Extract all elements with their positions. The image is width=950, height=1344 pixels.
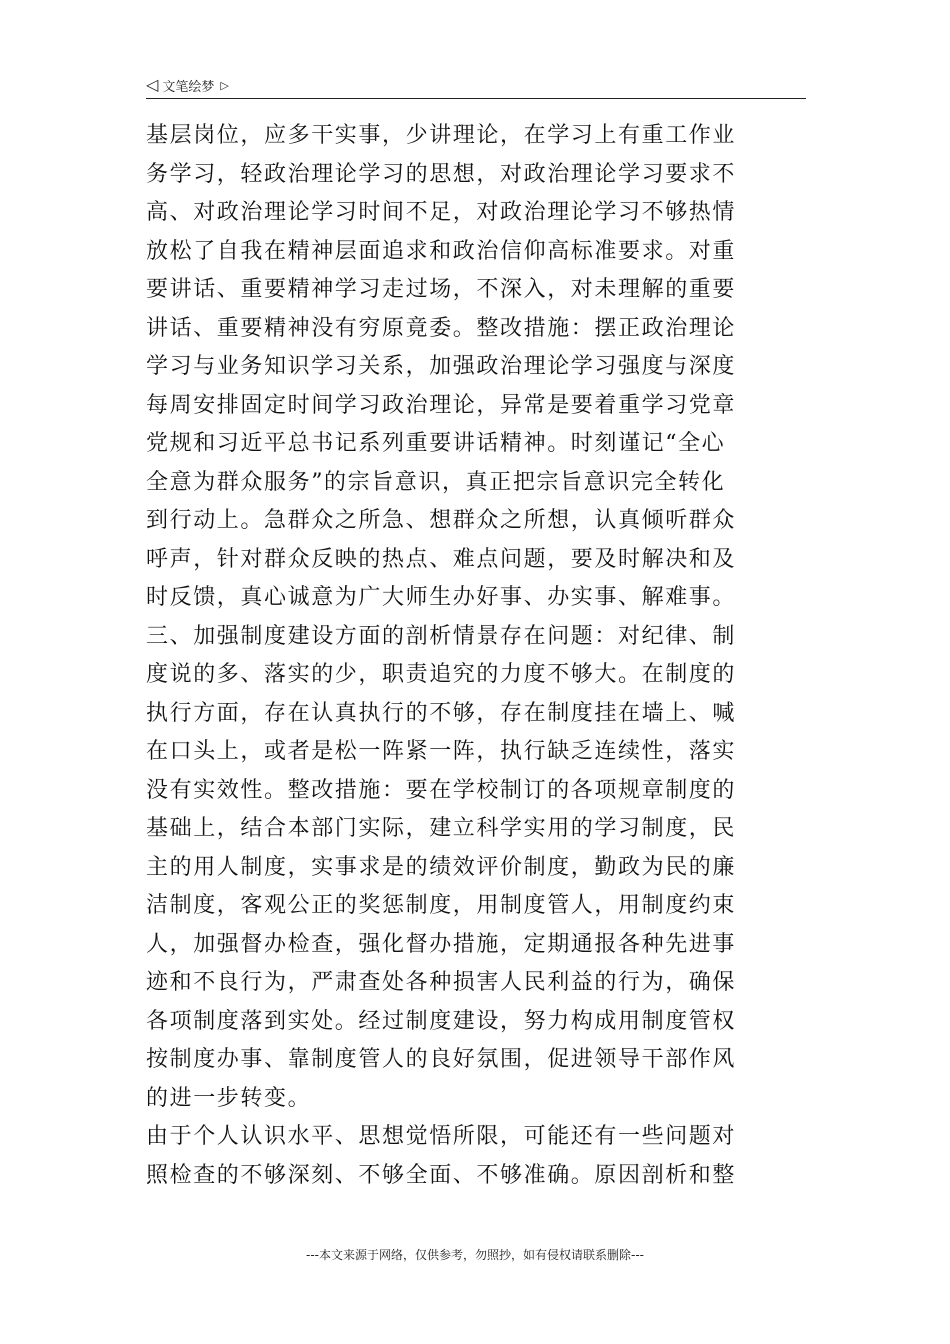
body-line: 讲话、重要精神没有穷原竟委。整改措施：摆正政治理论	[146, 315, 737, 341]
body-line: 三、加强制度建设方面的剖析情景存在问题：对纪律、制	[146, 623, 737, 649]
body-line: 迹和不良行为，严肃查处各种损害人民利益的行为，确保	[146, 970, 737, 995]
body-line: 放松了自我在精神层面追求和政治信仰高标准要求。对重	[146, 238, 737, 264]
body-line: 学习与业务知识学习关系，加强政治理论学习强度与深度	[146, 354, 737, 379]
right-triangle-icon: ▷	[220, 78, 229, 92]
body-line: 洁制度，客观公正的奖惩制度，用制度管人，用制度约束	[146, 893, 737, 918]
document-body	[146, 117, 806, 1195]
body-line: 基础上，结合本部门实际，建立科学实用的学习制度，民	[146, 816, 737, 841]
page-footer: ---本文来源于网络，仅供参考，勿照抄，如有侵权请联系删除---	[306, 1248, 644, 1262]
page-header	[146, 74, 806, 96]
body-line: 各项制度落到实处。经过制度建设，努力构成用制度管权	[146, 1008, 737, 1034]
body-line: 每周安排固定时间学习政治理论，异常是要着重学习党章	[146, 392, 737, 418]
body-line: 的进一步转变。	[146, 1085, 312, 1111]
body-line: 照检查的不够深刻、不够全面、不够准确。原因剖析和整	[146, 1162, 737, 1188]
body-line: 人，加强督办检查，强化督办措施，定期通报各种先进事	[146, 931, 737, 957]
body-line: 由于个人认识水平、思想觉悟所限，可能还有一些问题对	[146, 1124, 737, 1149]
body-line: 到行动上。急群众之所急、想群众之所想，认真倾听群众	[146, 508, 737, 533]
body-line: 务学习，轻政治理论学习的思想，对政治理论学习要求不	[146, 161, 737, 187]
body-line: 基层岗位，应多干实事，少讲理论，在学习上有重工作业	[146, 123, 737, 148]
body-line: 没有实效性。整改措施：要在学校制订的各项规章制度的	[146, 777, 737, 803]
body-line: 时反馈，真心诚意为广大师生办好事、办实事、解难事。	[146, 585, 737, 610]
body-line: 要讲话、重要精神学习走过场，不深入，对未理解的重要	[146, 277, 737, 302]
body-line: 党规和习近平总书记系列重要讲话精神。时刻谨记“全心	[146, 431, 726, 456]
body-line: 呼声，针对群众反映的热点、难点问题，要及时解决和及	[146, 546, 737, 572]
body-line: 主的用人制度，实事求是的绩效评价制度，勤政为民的廉	[146, 854, 737, 880]
body-line: 高、对政治理论学习时间不足，对政治理论学习不够热情	[146, 200, 737, 225]
body-line: 执行方面，存在认真执行的不够，存在制度挂在墙上、喊	[146, 700, 737, 726]
header-title: 文笔绘梦	[162, 79, 215, 95]
body-line: 全意为群众服务”的宗旨意识，真正把宗旨意识完全转化	[146, 469, 726, 495]
body-line: 按制度办事、靠制度管人的良好氛围，促进领导干部作风	[146, 1047, 737, 1072]
body-line: 在口头上，或者是松一阵紧一阵，执行缺乏连续性，落实	[146, 739, 737, 764]
header-divider	[146, 98, 806, 99]
body-line: 度说的多、落实的少，职责追究的力度不够大。在制度的	[146, 662, 737, 687]
left-triangle-icon: ◁	[146, 75, 159, 94]
